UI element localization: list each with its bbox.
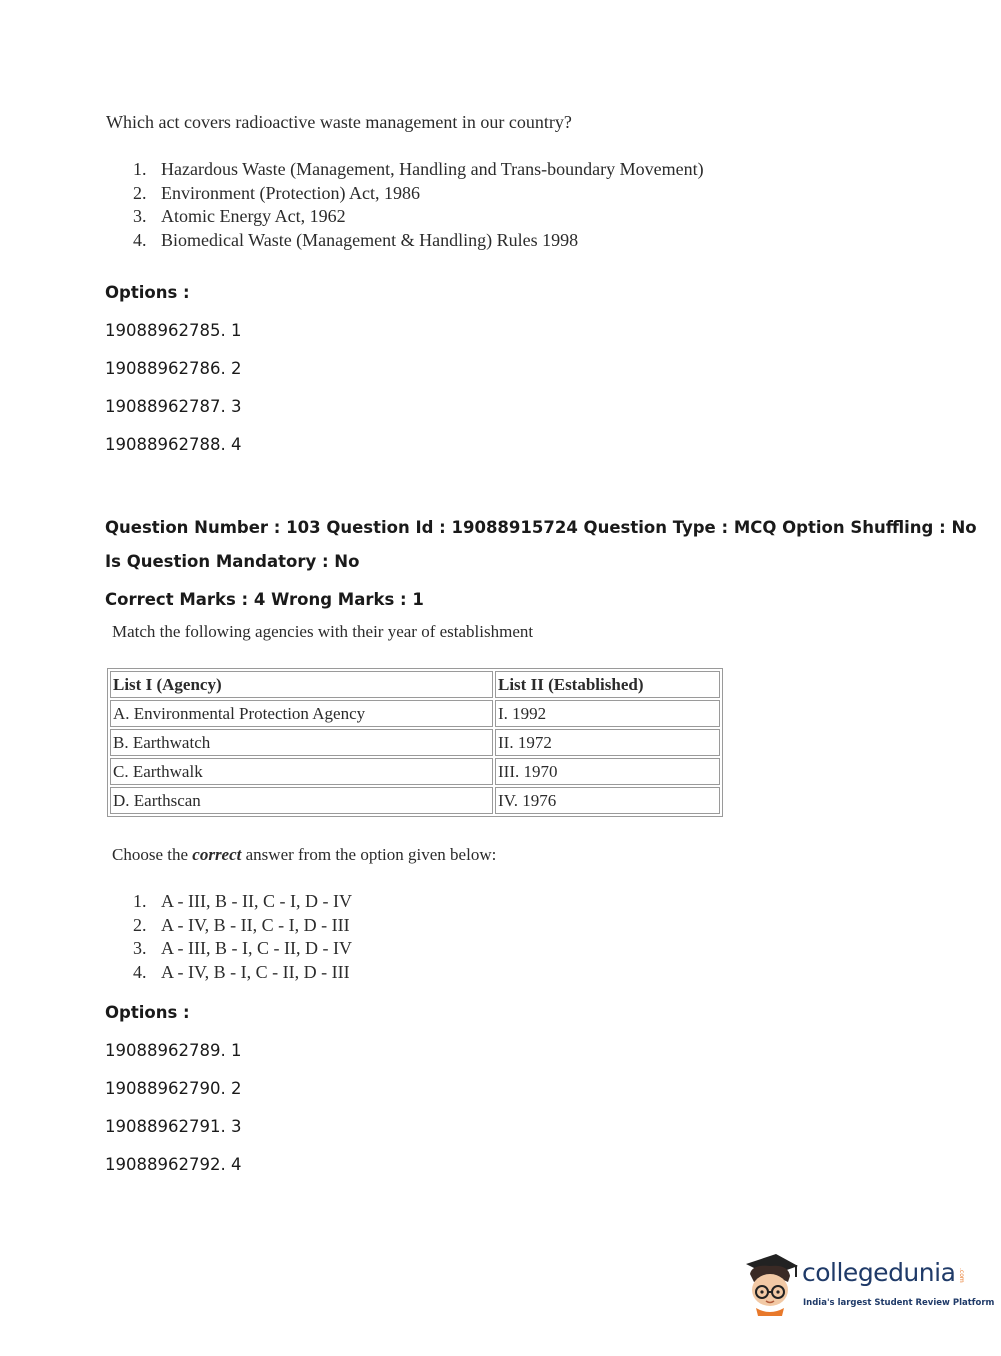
choice-text: Hazardous Waste (Management, Handling and Trans-boundary Movement) — [161, 159, 704, 179]
choice-number: 1. — [133, 159, 147, 179]
instruction-part: answer from the option given below: — [241, 845, 497, 864]
option-line: 19088962791. 3 — [105, 1117, 242, 1136]
table-row — [110, 758, 720, 785]
question-1-choice-list — [133, 158, 704, 252]
table-cell: IV. 1976 — [495, 787, 720, 814]
choice-text: A - IV, B - I, C - II, D - III — [161, 961, 350, 982]
choice-item — [133, 914, 352, 938]
instruction-part: Choose the — [112, 845, 193, 864]
question-meta-line: Question Number : 103 Question Id : 19088915724 Question Type : MCQ Option Shuffling : No — [105, 518, 977, 537]
choice-text: Biomedical Waste (Management & Handling) Rules 1998 — [161, 229, 579, 250]
choice-item — [133, 937, 352, 961]
options-heading: Options : — [105, 283, 190, 302]
table-header-row — [110, 671, 720, 698]
choice-item — [133, 890, 352, 914]
option-line: 19088962792. 4 — [105, 1155, 242, 1174]
choice-text: Atomic Energy Act, 1962 — [161, 206, 346, 226]
choice-text: Environment (Protection) Act, 1986 — [161, 182, 420, 203]
table-row — [110, 700, 720, 727]
choice-text: A - III, B - II, C - I, D - IV — [161, 891, 352, 911]
choice-item — [133, 961, 352, 985]
choice-number: 2. — [133, 182, 147, 203]
instruction-text — [112, 845, 496, 865]
table-cell: C. Earthwalk — [110, 758, 493, 785]
table-cell: B. Earthwatch — [110, 729, 493, 756]
choice-text: A - IV, B - II, C - I, D - III — [161, 914, 350, 935]
choice-number: 3. — [133, 938, 147, 958]
choice-text: A - III, B - I, C - II, D - IV — [161, 938, 352, 958]
mascot-icon — [742, 1250, 800, 1318]
choice-item — [133, 229, 704, 253]
table-header-cell: List II (Established) — [495, 671, 720, 698]
match-table — [107, 668, 723, 817]
instruction-emphasis: correct — [192, 845, 242, 864]
table-cell: D. Earthscan — [110, 787, 493, 814]
logo-domain-suffix: .com — [958, 1268, 965, 1283]
option-line: 19088962786. 2 — [105, 359, 242, 378]
choice-number: 1. — [133, 891, 147, 911]
question-2-text: Match the following agencies with their year of establishment — [112, 622, 534, 641]
logo-wordmark: collegedunia — [802, 1258, 956, 1287]
option-line: 19088962789. 1 — [105, 1041, 242, 1060]
choice-item — [133, 205, 704, 229]
choice-number: 3. — [133, 206, 147, 226]
table-row — [110, 787, 720, 814]
table-header-cell: List I (Agency) — [110, 671, 493, 698]
table-cell: A. Environmental Protection Agency — [110, 700, 493, 727]
table-row — [110, 729, 720, 756]
table-cell: II. 1972 — [495, 729, 720, 756]
table-cell: I. 1992 — [495, 700, 720, 727]
options-heading: Options : — [105, 1003, 190, 1022]
collegedunia-logo[interactable] — [742, 1250, 995, 1320]
table-cell: III. 1970 — [495, 758, 720, 785]
logo-tagline: India's largest Student Review Platform — [803, 1298, 995, 1308]
choice-item — [133, 158, 704, 182]
question-mandatory-line: Is Question Mandatory : No — [105, 552, 360, 571]
option-line: 19088962788. 4 — [105, 435, 242, 454]
choice-number: 2. — [133, 914, 147, 935]
choice-number: 4. — [133, 961, 147, 982]
choice-number: 4. — [133, 229, 147, 250]
question-2-choice-list — [133, 890, 352, 984]
option-line: 19088962790. 2 — [105, 1079, 242, 1098]
option-line: 19088962785. 1 — [105, 321, 242, 340]
marks-line: Correct Marks : 4 Wrong Marks : 1 — [105, 590, 424, 609]
option-line: 19088962787. 3 — [105, 397, 242, 416]
choice-item — [133, 182, 704, 206]
question-1-text: Which act covers radioactive waste management in our country? — [106, 112, 572, 132]
